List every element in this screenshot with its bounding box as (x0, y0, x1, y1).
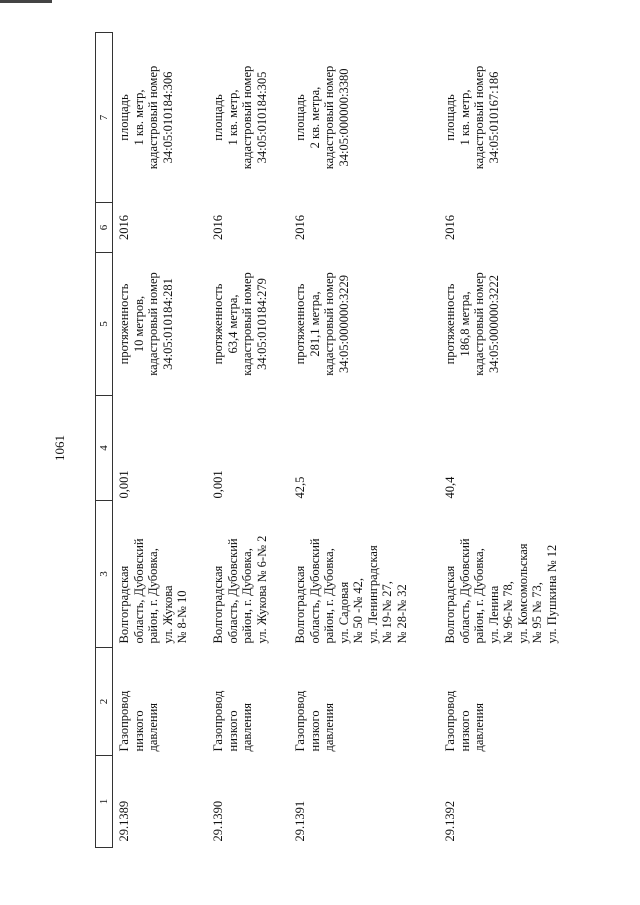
object-year: 2016 (117, 215, 131, 240)
object-name: Газопровод низкого давления (117, 690, 160, 752)
object-area: площадь 1 кв. метр, кадастровый номер 34:05:010184:305 (211, 65, 269, 170)
table-row (211, 33, 293, 848)
registry-table-rotated (95, 33, 559, 848)
object-value: 40,4 (443, 476, 457, 499)
scan-edge-mark (0, 0, 52, 3)
registry-table-landscape (95, 33, 559, 848)
table-row (293, 33, 443, 848)
object-value: 0,001 (117, 470, 131, 499)
header-col-7: 7 (96, 33, 113, 203)
header-col-5: 5 (96, 253, 113, 396)
object-address: Волгоградская область, Дубовский район, г. Дубовка, ул. Жукова № 6-№ 2 (211, 535, 269, 644)
header-row (96, 33, 113, 848)
object-name: Газопровод низкого давления (211, 690, 254, 752)
registry-table (95, 32, 559, 848)
header-col-1: 1 (96, 756, 113, 848)
header-col-6: 6 (96, 203, 113, 253)
object-area: площадь 1 кв. метр, кадастровый номер 34:05:010167:186 (443, 65, 501, 170)
header-col-3: 3 (96, 501, 113, 648)
table-row (443, 33, 559, 848)
object-name: Газопровод низкого давления (443, 690, 486, 752)
table-row (113, 33, 212, 848)
object-name: Газопровод низкого давления (293, 690, 336, 752)
object-value: 0,001 (211, 470, 225, 499)
row-number: 29.1390 (211, 800, 225, 842)
header-col-4: 4 (96, 396, 113, 501)
object-length: протяженность 63,4 метра, кадастровый номер 34:05:010184:279 (211, 272, 269, 376)
object-year: 2016 (211, 215, 225, 240)
row-number: 29.1392 (443, 800, 457, 842)
object-address: Волгоградская область, Дубовский район, г. Дубовка, ул. Ленина № 96-№ 78, ул. Комсомольская № 95 № 73, ул. Пушкина № 12 (443, 538, 559, 644)
object-area: площадь 2 кв. метра, кадастровый номер 34:05:000000:3380 (293, 65, 351, 170)
page-number: 1061 (52, 435, 67, 461)
object-year: 2016 (293, 215, 307, 240)
object-address: Волгоградская область, Дубовский район, г. Дубовка, ул. Жукова № 8-№ 10 (117, 538, 189, 644)
object-address: Волгоградская область, Дубовский район, г. Дубовка, ул. Садовая № 50 -№ 42, ул. Ленинградская № 19-№ 27, № 28-№ 32 (293, 538, 409, 644)
object-length: протяженность 186,8 метра, кадастровый номер 34:05:000000:3222 (443, 272, 501, 376)
header-col-2: 2 (96, 648, 113, 756)
object-length: протяженность 10 метров, кадастровый номер 34:05:010184:281 (117, 272, 175, 376)
row-number: 29.1391 (293, 800, 307, 842)
row-number: 29.1389 (117, 800, 131, 842)
object-year: 2016 (443, 215, 457, 240)
object-length: протяженность 281,1 метра, кадастровый номер 34:05:000000:3229 (293, 272, 351, 376)
object-value: 42,5 (293, 476, 307, 499)
object-area: площадь 1 кв. метр, кадастровый номер 34:05:010184:306 (117, 65, 175, 170)
